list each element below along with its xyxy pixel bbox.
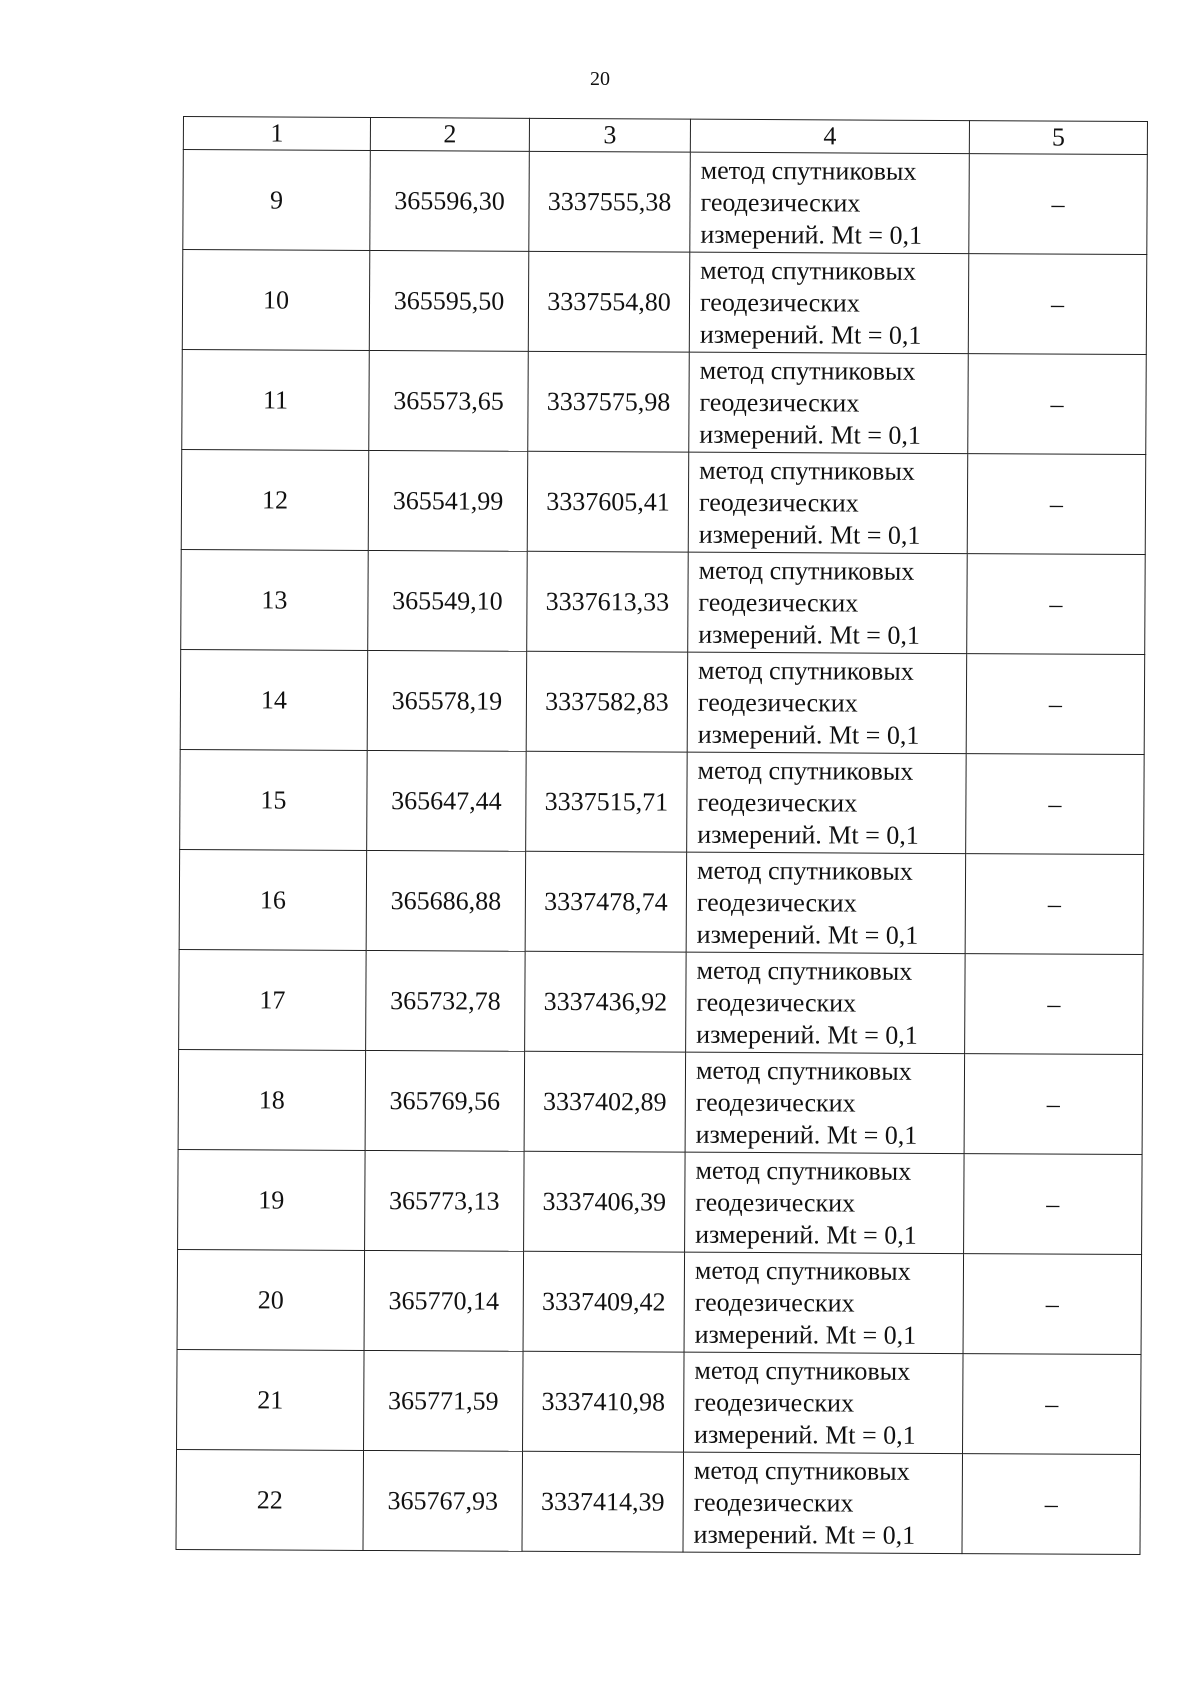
method-line: метод спутниковых — [694, 1255, 911, 1286]
point-number-cell: 21 — [177, 1349, 365, 1450]
method-line: геодезических — [694, 1287, 855, 1318]
method-cell — [689, 252, 969, 353]
method-line: геодезических — [700, 187, 861, 218]
method-line: метод спутниковых — [698, 555, 915, 586]
method-cell — [689, 352, 969, 453]
method-line: метод спутниковых — [694, 1355, 911, 1386]
point-number-cell: 15 — [180, 749, 368, 850]
method-cell — [684, 1352, 964, 1453]
method-line: метод спутниковых — [696, 955, 913, 986]
x-coordinate-cell: 365573,65 — [369, 350, 529, 451]
method-cell — [683, 1452, 963, 1553]
method-line: метод спутниковых — [699, 455, 915, 486]
method-cell — [687, 752, 967, 853]
y-coordinate-cell: 3337402,89 — [524, 1051, 686, 1152]
method-line: измерений. Mt = 0,1 — [694, 1419, 916, 1450]
coordinates-table-wrapper — [175, 116, 1146, 1555]
x-coordinate-cell: 365770,14 — [364, 1250, 524, 1351]
x-coordinate-cell: 365767,93 — [363, 1450, 523, 1551]
note-cell: – — [965, 954, 1144, 1055]
method-line: измерений. Mt = 0,1 — [695, 1219, 917, 1250]
method-line: измерений. Mt = 0,1 — [693, 1519, 916, 1550]
method-line: геодезических — [693, 1487, 854, 1518]
y-coordinate-cell: 3337555,38 — [529, 151, 691, 252]
table-row — [177, 1349, 1142, 1454]
y-coordinate-cell: 3337575,98 — [528, 351, 690, 452]
x-coordinate-cell: 365647,44 — [367, 750, 527, 851]
table-row — [183, 150, 1148, 255]
point-number-cell: 14 — [180, 649, 368, 750]
table-row — [177, 1249, 1142, 1354]
x-coordinate-cell: 365549,10 — [368, 550, 528, 651]
table-row — [181, 449, 1146, 554]
method-cell — [688, 452, 968, 553]
column-header-3: 3 — [529, 118, 690, 152]
method-line: измерений. Mt = 0,1 — [696, 919, 919, 950]
table-row — [182, 349, 1147, 454]
note-cell: – — [965, 854, 1144, 955]
method-line: геодезических — [697, 687, 858, 718]
x-coordinate-cell: 365578,19 — [367, 650, 527, 751]
method-line: измерений. Mt = 0,1 — [700, 219, 923, 250]
table-row — [179, 849, 1144, 954]
y-coordinate-cell: 3337515,71 — [526, 751, 688, 852]
column-header-5: 5 — [969, 121, 1147, 155]
method-line: измерений. Mt = 0,1 — [699, 319, 922, 350]
method-cell — [685, 1152, 965, 1253]
point-number-cell: 22 — [176, 1449, 364, 1550]
x-coordinate-cell: 365773,13 — [365, 1150, 525, 1251]
column-header-2: 2 — [370, 117, 529, 151]
method-cell — [684, 1252, 964, 1353]
point-number-cell: 18 — [178, 1049, 366, 1150]
method-line: метод спутниковых — [700, 155, 917, 186]
note-cell: – — [963, 1254, 1142, 1355]
method-line: геодезических — [696, 987, 857, 1018]
method-line: измерений. Mt = 0,1 — [699, 419, 922, 450]
note-cell: – — [964, 1154, 1143, 1255]
table-row — [180, 749, 1145, 854]
table-row — [176, 1449, 1141, 1554]
method-line: измерений. Mt = 0,1 — [694, 1319, 917, 1350]
method-line: измерений. Mt = 0,1 — [698, 619, 920, 650]
y-coordinate-cell: 3337409,42 — [523, 1251, 685, 1352]
point-number-cell: 10 — [182, 250, 370, 351]
x-coordinate-cell: 365769,56 — [365, 1050, 525, 1151]
y-coordinate-cell: 3337613,33 — [527, 551, 689, 652]
note-cell: – — [966, 754, 1145, 855]
method-line: метод спутниковых — [697, 755, 914, 786]
table-header-row — [183, 117, 1147, 155]
method-line: геодезических — [699, 287, 860, 318]
method-line: метод спутниковых — [699, 355, 916, 386]
method-line: геодезических — [699, 387, 860, 418]
point-number-cell: 19 — [178, 1149, 366, 1250]
y-coordinate-cell: 3337582,83 — [526, 651, 688, 752]
point-number-cell: 11 — [182, 349, 370, 450]
method-line: измерений. Mt = 0,1 — [695, 1119, 918, 1150]
method-line: метод спутниковых — [695, 1155, 912, 1186]
method-line: измерений. Mt = 0,1 — [697, 719, 920, 750]
point-number-cell: 9 — [183, 150, 371, 251]
method-cell — [686, 852, 966, 953]
table-row — [179, 949, 1144, 1054]
column-header-1: 1 — [183, 117, 370, 151]
note-cell: – — [968, 254, 1147, 355]
x-coordinate-cell: 365732,78 — [366, 950, 526, 1051]
method-line: метод спутниковых — [696, 855, 913, 886]
table-body — [176, 150, 1147, 1555]
y-coordinate-cell: 3337406,39 — [524, 1151, 686, 1252]
coordinates-table — [175, 116, 1147, 1555]
table-row — [181, 549, 1146, 654]
table-row — [178, 1149, 1143, 1254]
method-cell — [685, 1052, 965, 1153]
column-header-4: 4 — [690, 119, 969, 153]
point-number-cell: 13 — [181, 549, 369, 650]
method-line: геодезических — [696, 887, 857, 918]
note-cell: – — [966, 654, 1145, 755]
y-coordinate-cell: 3337605,41 — [527, 451, 689, 552]
note-cell: – — [967, 454, 1146, 555]
page-number: 20 — [590, 68, 610, 90]
point-number-cell: 16 — [179, 849, 367, 950]
table-row — [180, 649, 1145, 754]
method-line: метод спутниковых — [695, 1055, 912, 1086]
note-cell: – — [963, 1354, 1142, 1455]
table-row — [182, 250, 1147, 355]
point-number-cell: 12 — [181, 449, 369, 550]
method-line: геодезических — [695, 1087, 856, 1118]
method-line: геодезических — [697, 787, 858, 818]
point-number-cell: 20 — [177, 1249, 365, 1350]
method-line: измерений. Mt = 0,1 — [697, 819, 919, 850]
y-coordinate-cell: 3337478,74 — [525, 851, 687, 952]
x-coordinate-cell: 365595,50 — [369, 250, 529, 351]
point-number-cell: 17 — [179, 949, 367, 1050]
y-coordinate-cell: 3337410,98 — [523, 1351, 685, 1452]
method-cell — [690, 152, 970, 253]
method-line: геодезических — [695, 1187, 856, 1218]
x-coordinate-cell: 365541,99 — [368, 450, 528, 551]
method-cell — [686, 952, 966, 1053]
y-coordinate-cell: 3337436,92 — [525, 951, 687, 1052]
method-line: измерений. Mt = 0,1 — [698, 519, 921, 550]
method-cell — [688, 552, 968, 653]
x-coordinate-cell: 365596,30 — [370, 150, 530, 251]
y-coordinate-cell: 3337554,80 — [528, 251, 690, 352]
method-line: геодезических — [698, 587, 859, 618]
note-cell: – — [968, 354, 1147, 455]
note-cell: – — [969, 154, 1148, 255]
y-coordinate-cell: 3337414,39 — [522, 1451, 684, 1552]
note-cell: – — [967, 554, 1146, 655]
method-cell — [687, 652, 967, 753]
method-line: геодезических — [694, 1387, 855, 1418]
note-cell: – — [964, 1054, 1143, 1155]
x-coordinate-cell: 365771,59 — [364, 1350, 524, 1451]
table-row — [178, 1049, 1143, 1154]
method-line: геодезических — [698, 487, 859, 518]
method-line: метод спутниковых — [700, 255, 916, 286]
x-coordinate-cell: 365686,88 — [366, 850, 526, 951]
method-line: метод спутниковых — [698, 655, 914, 686]
note-cell: – — [962, 1454, 1141, 1555]
method-line: метод спутниковых — [693, 1455, 910, 1486]
method-line: измерений. Mt = 0,1 — [696, 1019, 918, 1050]
